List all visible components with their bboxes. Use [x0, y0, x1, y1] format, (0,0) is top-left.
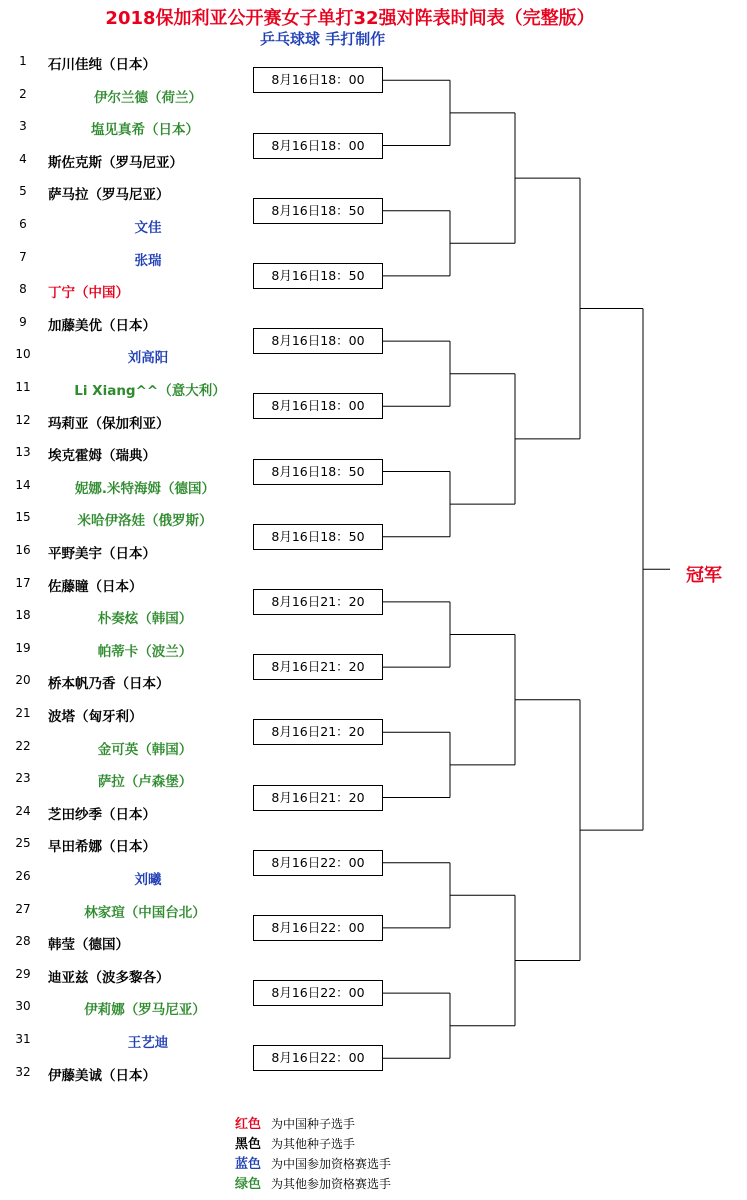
match-time-box: 8月16日21：20: [253, 654, 383, 680]
seed-number: 30: [15, 999, 31, 1014]
seed-number: 10: [15, 347, 31, 362]
match-time-box: 8月16日18：00: [253, 393, 383, 419]
seed-number: 21: [15, 706, 31, 720]
player-name: 张瑞: [134, 252, 162, 269]
match-time-box: 8月16日18：50: [253, 459, 383, 485]
match-time-box: 8月16日18：50: [253, 524, 383, 550]
legend-color-name: 蓝色: [235, 1157, 262, 1172]
player-name: 埃克霍姆（瑞典）: [48, 448, 156, 465]
legend-color-name: 黑色: [235, 1137, 262, 1152]
match-time-box: 8月16日22：00: [253, 1045, 383, 1071]
seed-number: 28: [15, 934, 31, 949]
seed-number: 22: [15, 738, 31, 753]
player-name: 伊莉娜（罗马尼亚）: [84, 1002, 206, 1019]
player-name: 朴奏炫（韩国）: [97, 611, 193, 628]
player-name: 王艺迪: [127, 1035, 169, 1051]
seed-number: 9: [19, 314, 27, 329]
match-time-box: 8月16日18：50: [253, 198, 383, 224]
player-name: 石川佳纯（日本）: [48, 57, 156, 73]
player-name: Li Xiang^^（意大利）: [74, 383, 226, 399]
seed-number: 32: [15, 1064, 31, 1079]
player-name: 伊藤美诚（日本）: [48, 1067, 156, 1084]
seed-number: 3: [19, 119, 27, 134]
player-name: 米哈伊洛娃（俄罗斯）: [77, 513, 213, 530]
legend-item: [235, 1113, 355, 1132]
legend-description: 为其他种子选手: [271, 1137, 356, 1151]
player-name: 斯佐克斯（罗马尼亚）: [48, 154, 183, 171]
player-name: 桥本帆乃香（日本）: [48, 676, 170, 693]
page-title: 2018保加利亚公开赛女子单打32强对阵表时间表（完整版）: [105, 8, 595, 29]
player-name: 林家瑄（中国台北）: [84, 904, 206, 921]
player-name: 帕蒂卡（波兰）: [97, 643, 193, 660]
match-time-box: 8月16日18：00: [253, 133, 383, 159]
player-name: 伊尔兰德（荷兰）: [94, 89, 202, 106]
player-name: 萨马拉（罗马尼亚）: [48, 187, 170, 204]
player-name: 丁宁（中国）: [48, 285, 129, 302]
legend-color-name: 绿色: [235, 1177, 262, 1192]
player-name: 刘高阳: [127, 350, 169, 367]
champion-label: 冠军: [686, 565, 722, 586]
seed-number: 17: [15, 575, 31, 590]
page-subtitle: 乒乓球球 手打制作: [260, 30, 386, 48]
seed-number: 18: [15, 608, 31, 623]
seed-number: 20: [15, 673, 31, 688]
legend-item: [235, 1153, 391, 1172]
legend-color-name: 红色: [235, 1117, 262, 1132]
player-name: 波塔（匈牙利）: [48, 709, 143, 725]
player-name: 文佳: [134, 220, 162, 236]
seed-number: 2: [19, 86, 27, 101]
player-name: 金可英（韩国）: [97, 741, 193, 758]
legend-description: 为中国种子选手: [271, 1117, 356, 1131]
legend-description: 为中国参加资格赛选手: [271, 1157, 392, 1171]
seed-number: 8: [19, 282, 27, 297]
player-name: 妮娜.米特海姆（德国）: [74, 480, 216, 497]
legend-item: [235, 1173, 391, 1192]
seed-number: 29: [15, 966, 31, 981]
seed-number: 19: [15, 640, 31, 655]
match-time-box: 8月16日18：00: [253, 67, 383, 93]
player-name: 玛莉亚（保加利亚）: [48, 415, 170, 432]
player-name: 早田希娜（日本）: [48, 839, 156, 856]
seed-number: 6: [19, 217, 27, 231]
seed-number: 11: [15, 380, 31, 394]
player-name: 加藤美优（日本）: [48, 317, 156, 334]
seed-number: 23: [15, 771, 31, 786]
seed-number: 4: [19, 151, 27, 166]
seed-number: 26: [15, 869, 31, 883]
player-name: 萨拉（卢森堡）: [97, 774, 193, 791]
player-name: 佐藤瞳（日本）: [48, 578, 143, 595]
seed-number: 27: [15, 901, 31, 916]
player-name: 芝田纱季（日本）: [48, 806, 156, 823]
player-name: 韩莹（德国）: [48, 937, 129, 954]
seed-number: 1: [19, 54, 27, 68]
player-name: 平野美宇（日本）: [48, 546, 156, 562]
match-time-box: 8月16日22：00: [253, 915, 383, 941]
legend-description: 为其他参加资格赛选手: [271, 1177, 392, 1191]
match-time-box: 8月16日21：20: [253, 719, 383, 745]
player-name: 迪亚兹（波多黎各）: [48, 969, 170, 986]
seed-number: 16: [15, 543, 31, 557]
seed-number: 14: [15, 477, 31, 492]
seed-number: 13: [15, 445, 31, 460]
seed-number: 31: [15, 1032, 31, 1046]
match-time-box: 8月16日18：50: [253, 263, 383, 289]
player-name: 塩见真希（日本）: [91, 122, 199, 139]
seed-number: 7: [19, 249, 27, 264]
player-name: 刘曦: [134, 872, 162, 888]
seed-number: 25: [15, 836, 31, 851]
match-time-box: 8月16日21：20: [253, 785, 383, 811]
seed-number: 15: [15, 510, 31, 525]
match-time-box: 8月16日22：00: [253, 850, 383, 876]
seed-number: 12: [15, 412, 31, 427]
seed-number: 5: [19, 184, 27, 199]
seed-number: 24: [15, 803, 31, 818]
match-time-box: 8月16日22：00: [253, 980, 383, 1006]
match-time-box: 8月16日18：00: [253, 328, 383, 354]
match-time-box: 8月16日21：20: [253, 589, 383, 615]
legend-item: [235, 1133, 355, 1152]
